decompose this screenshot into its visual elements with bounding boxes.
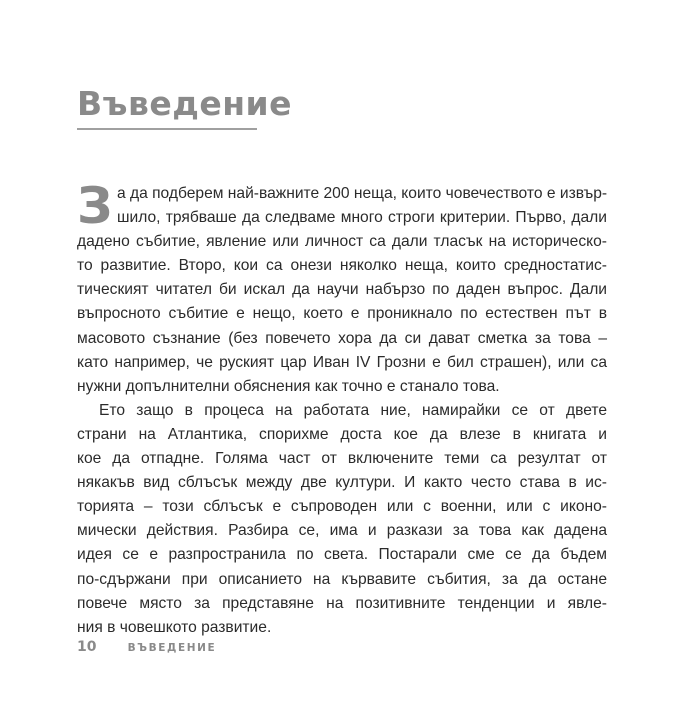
paragraph-line: повече място за представяне на позитивните тенденции и явле-: [77, 594, 607, 612]
body-text: [77, 177, 608, 640]
paragraph-line: масовото съзнание (без повечето хора да си дават сметка за това –: [77, 329, 607, 347]
paragraph-line: страни на Атлантика, спорихме доста кое да влезе в книгата и: [77, 425, 607, 443]
paragraph-line: като например, че руският цар Иван IV Грозни е бил страшен), или са: [77, 353, 607, 371]
paragraph-line: по-сдържани при описанието на кървавите събития, за да остане: [77, 570, 607, 588]
paragraph-line: ния в човешкото развитие.: [77, 618, 272, 636]
paragraph-line: нужни допълнителни обяснения как точно е станало това.: [77, 377, 500, 395]
page-number: 10: [77, 639, 97, 655]
chapter-heading: Въведение: [77, 84, 293, 123]
paragraph-line: някакъв вид сблъсък между две култури. И както често става в ис-: [77, 474, 607, 492]
paragraph-line: мически действия. Разбира се, има и разкази за това как дадена: [77, 522, 607, 540]
paragraph-line: идея се е разпространила по света. Постарали сме се да бъдем: [77, 546, 607, 564]
paragraph-line: шило, трябваше да следваме много строги критерии. Първо, дали: [117, 209, 607, 227]
paragraph-1: [77, 177, 608, 399]
paragraph-line: кое да отпадне. Голяма част от включените теми са резултат от: [77, 450, 607, 468]
paragraph-line: а да подберем най-важните 200 неща, които човечеството е извър-: [117, 185, 608, 202]
paragraph-line: тическият читател би искал да научи набързо по даден въпрос. Дали: [77, 281, 607, 299]
paragraph-line: торията – този сблъсък е съпроводен или с военни, или с иконо-: [77, 498, 607, 516]
paragraph-line: Ето защо в процеса на работата ние, намирайки се от двете: [99, 401, 607, 419]
running-head: ВЪВЕДЕНИЕ: [127, 642, 217, 654]
paragraph-line: въпросното събитие е нещо, което е проникнало по естествен път в: [77, 305, 607, 323]
paragraph-line: то развитие. Второ, кои са онези няколко неща, които средностатис-: [77, 257, 607, 275]
paragraph-2: [77, 399, 607, 640]
paragraph-line: дадено събитие, явление или личност са дали тласък на историческо-: [77, 233, 607, 251]
page-footer: [77, 636, 216, 655]
drop-cap: З: [77, 177, 113, 235]
heading-underline: [77, 128, 257, 130]
